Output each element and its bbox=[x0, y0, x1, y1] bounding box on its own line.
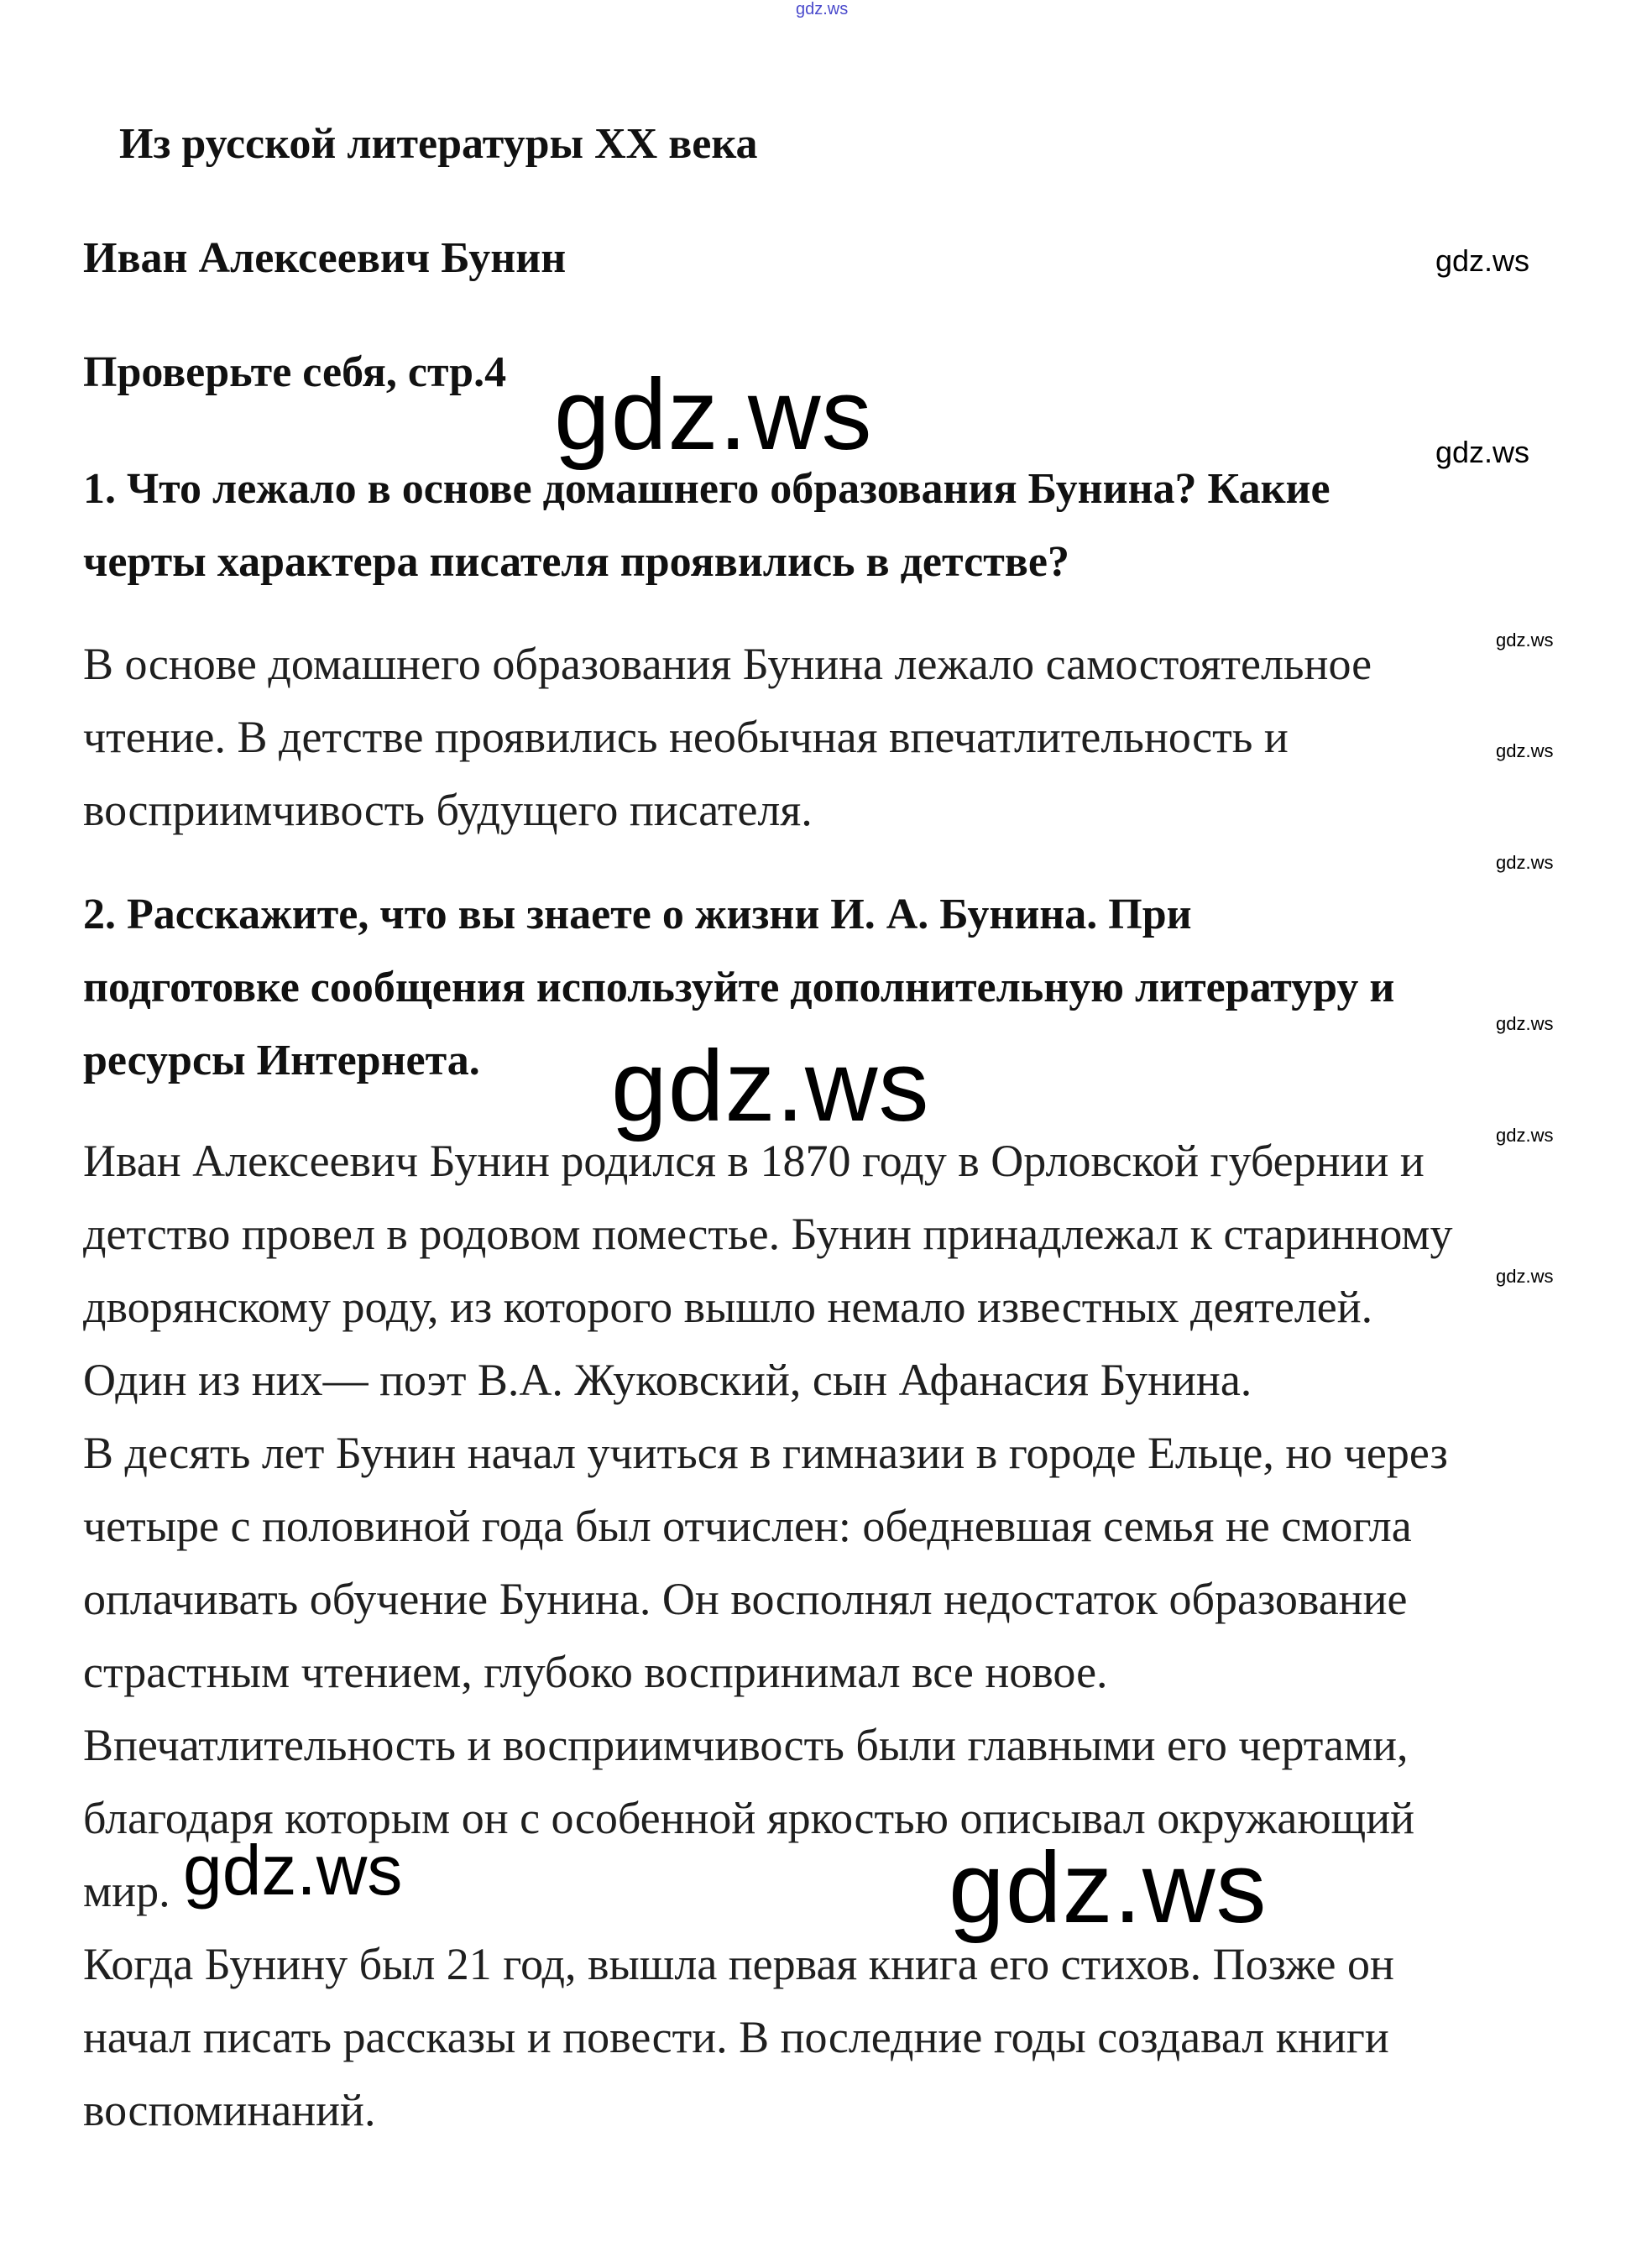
watermark-tiny: gdz.ws bbox=[1496, 740, 1554, 761]
question-1-line: 1. Что лежало в основе домашнего образования Бунина? Какие bbox=[83, 465, 1330, 513]
question-2-line: ресурсы Интернета. bbox=[83, 1037, 480, 1084]
watermark-tiny: gdz.ws bbox=[1496, 630, 1554, 651]
watermark-tiny: gdz.ws bbox=[1496, 852, 1554, 873]
check-heading: Проверьте себя, стр.4 bbox=[83, 348, 507, 396]
answer-2-line: Впечатлительность и восприимчивость были главными его чертами, bbox=[83, 1720, 1409, 1770]
answer-2-line: начал писать рассказы и повести. В последние годы создавал книги bbox=[83, 2012, 1389, 2062]
answer-2 bbox=[83, 1125, 1452, 2147]
answer-2-line: мир. bbox=[83, 1866, 170, 1916]
question-1 bbox=[83, 464, 1330, 610]
watermark-big: gdz.ws bbox=[554, 358, 873, 471]
watermark-small: gdz.ws bbox=[1435, 435, 1530, 469]
watermark-big: gdz.ws bbox=[183, 1831, 403, 1910]
answer-2-line: Один из них— поэт В.А. Жуковский, сын Афанасия Бунина. bbox=[83, 1355, 1252, 1405]
answer-2-line: детство провел в родовом поместье. Бунин принадлежал к старинному bbox=[83, 1209, 1453, 1259]
section-title: Из русской литературы XX века bbox=[119, 120, 758, 168]
answer-1-line: чтение. В детстве проявились необычная впечатлительность и bbox=[83, 712, 1289, 762]
author-heading: Иван Алексеевич Бунин bbox=[83, 234, 567, 282]
watermark-big: gdz.ws bbox=[611, 1030, 930, 1142]
question-1-line: черты характера писателя проявились в детстве? bbox=[83, 538, 1069, 586]
answer-2-line: В десять лет Бунин начал учиться в гимназии в городе Ельце, но через bbox=[83, 1428, 1448, 1478]
answer-2-line: страстным чтением, глубоко воспринимал все новое. bbox=[83, 1647, 1108, 1697]
watermark-top: gdz.ws bbox=[796, 0, 849, 18]
answer-2-line: благодаря которым он с особенной яркостью описывал окружающий bbox=[83, 1793, 1415, 1843]
answer-1-line: В основе домашнего образования Бунина лежало самостоятельное bbox=[83, 639, 1372, 689]
question-2-line: 2. Расскажите, что вы знаете о жизни И. А. Бунина. При bbox=[83, 891, 1192, 938]
answer-2-line: воспоминаний. bbox=[83, 2085, 376, 2135]
watermark-tiny: gdz.ws bbox=[1496, 1013, 1554, 1034]
watermark-big: gdz.ws bbox=[949, 1831, 1268, 1944]
question-2-line: подготовке сообщения используйте дополнительную литературу и bbox=[83, 964, 1395, 1011]
answer-2-line: Иван Алексеевич Бунин родился в 1870 году в Орловской губернии и bbox=[83, 1136, 1425, 1186]
watermark-tiny: gdz.ws bbox=[1496, 1125, 1554, 1146]
watermark-small: gdz.ws bbox=[1435, 243, 1530, 278]
watermark-tiny: gdz.ws bbox=[1496, 1266, 1554, 1287]
answer-2-line: оплачивать обучение Бунина. Он восполнял недостаток образование bbox=[83, 1574, 1408, 1624]
answer-1-line: восприимчивость будущего писателя. bbox=[83, 785, 813, 835]
answer-2-line: Когда Бунину был 21 год, вышла первая книга его стихов. Позже он bbox=[83, 1939, 1394, 1989]
answer-2-line: четыре с половиной года был отчислен: обедневшая семья не смогла bbox=[83, 1501, 1412, 1551]
answer-1 bbox=[83, 628, 1372, 847]
answer-2-line: дворянскому роду, из которого вышло немало известных деятелей. bbox=[83, 1282, 1373, 1332]
